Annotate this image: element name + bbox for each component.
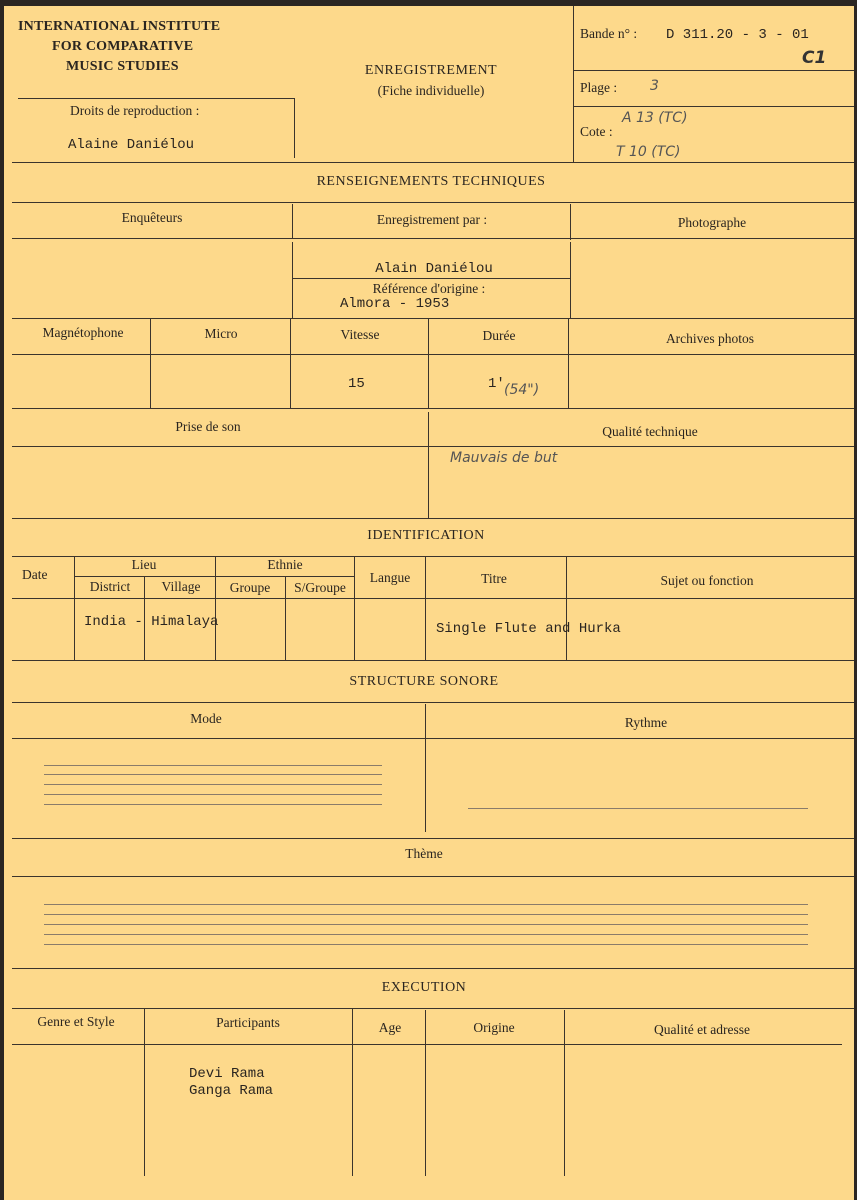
form-subtitle: (Fiche individuelle)	[377, 83, 485, 98]
divider	[570, 242, 571, 318]
prise-de-son-label: Prise de son	[175, 419, 241, 434]
mode-staff-line	[44, 804, 382, 805]
divider	[425, 1010, 426, 1176]
divider	[573, 70, 854, 71]
qualite-technique-value: Mauvais de but	[450, 450, 558, 466]
plage-value: 3	[650, 78, 659, 94]
divider	[144, 1008, 145, 1176]
divider	[573, 106, 854, 107]
cote-value-1: A 13 (TC)	[622, 110, 688, 126]
lieu-label: Lieu	[131, 557, 157, 572]
divider	[292, 204, 293, 238]
duree-value: 1'	[488, 376, 505, 392]
reference-label: Référence d'origine :	[372, 281, 486, 296]
divider	[12, 354, 854, 355]
divider	[150, 318, 151, 408]
bande-value: D 311.20 - 3 - 01	[666, 27, 809, 43]
divider	[12, 238, 854, 239]
genre-style-label: Genre et Style	[37, 1014, 115, 1029]
divider	[12, 876, 854, 877]
droits-label: Droits de reproduction :	[70, 103, 200, 118]
institute-name-line1: INTERNATIONAL INSTITUTE	[18, 19, 221, 34]
divider	[12, 1008, 854, 1009]
qualite-adresse-label: Qualité et adresse	[654, 1022, 750, 1037]
divider	[74, 576, 354, 577]
lieu-value: India - Himalaya	[84, 614, 219, 630]
form-title: ENREGISTREMENT	[364, 63, 498, 78]
theme-staff-line	[44, 914, 808, 915]
divider	[285, 576, 286, 660]
magnetophone-label: Magnétophone	[42, 325, 124, 340]
technique-section-title: RENSEIGNEMENTS TECHNIQUES	[316, 174, 546, 189]
sujet-label: Sujet ou fonction	[660, 573, 754, 588]
divider	[12, 838, 854, 839]
age-label: Age	[378, 1020, 402, 1035]
divider	[12, 1044, 842, 1045]
divider	[566, 556, 567, 660]
divider	[12, 598, 854, 599]
enqueteurs-label: Enquêteurs	[121, 210, 183, 225]
mode-staff-line	[44, 784, 382, 785]
titre-value: Single Flute and Hurka	[436, 621, 621, 637]
mode-staff-line	[44, 794, 382, 795]
divider	[74, 556, 75, 660]
theme-staff-line	[44, 934, 808, 935]
divider	[570, 204, 571, 240]
divider	[428, 412, 429, 518]
divider	[12, 738, 854, 739]
divider	[12, 702, 854, 703]
archives-photos-label: Archives photos	[665, 331, 755, 346]
record-card	[4, 6, 854, 1200]
divider	[425, 704, 426, 832]
divider	[292, 242, 293, 318]
enregistrement-par-value: Alain Daniélou	[375, 261, 493, 277]
duree-label: Durée	[482, 328, 516, 343]
bande-label: Bande n° :	[580, 26, 638, 41]
divider	[564, 1010, 565, 1176]
groupe-label: Groupe	[229, 580, 271, 595]
droits-value: Alaine Daniélou	[68, 137, 195, 153]
origine-label: Origine	[473, 1020, 515, 1035]
mode-staff-line	[44, 774, 382, 775]
participant-2: Ganga Rama	[189, 1083, 274, 1099]
divider	[425, 556, 426, 660]
enregistrement-par-label: Enregistrement par :	[376, 212, 488, 227]
divider	[354, 556, 355, 660]
participant-1: Devi Rama	[189, 1066, 265, 1082]
divider	[18, 98, 295, 99]
vitesse-value: 15	[348, 376, 365, 392]
divider	[292, 278, 570, 279]
divider	[12, 202, 854, 203]
divider	[12, 518, 854, 519]
micro-label: Micro	[204, 326, 238, 341]
divider	[12, 318, 854, 319]
cote-label: Cote :	[580, 124, 613, 139]
identification-section-title: IDENTIFICATION	[367, 528, 485, 543]
divider	[290, 318, 291, 408]
divider	[12, 408, 854, 409]
structure-section-title: STRUCTURE SONORE	[349, 674, 499, 689]
district-label: District	[89, 579, 131, 594]
rythme-label: Rythme	[624, 715, 668, 730]
theme-label: Thème	[405, 846, 443, 861]
divider	[352, 1008, 353, 1176]
mode-label: Mode	[190, 711, 222, 726]
theme-staff-line	[44, 944, 808, 945]
village-label: Village	[161, 579, 201, 594]
titre-label: Titre	[481, 571, 507, 586]
langue-label: Langue	[369, 570, 411, 585]
reference-value: Almora - 1953	[340, 296, 450, 312]
divider	[568, 318, 569, 408]
bande-note: C1	[802, 48, 827, 68]
photographe-label: Photographe	[677, 215, 747, 230]
divider	[428, 318, 429, 408]
divider	[12, 446, 854, 447]
institute-name-line2: FOR COMPARATIVE	[52, 39, 194, 54]
rythme-line	[468, 808, 808, 809]
date-label: Date	[22, 567, 48, 582]
divider	[12, 660, 854, 661]
divider	[294, 98, 295, 158]
execution-section-title: EXECUTION	[381, 980, 467, 995]
mode-staff-line	[44, 765, 382, 766]
participants-label: Participants	[216, 1015, 280, 1030]
ethnie-label: Ethnie	[267, 557, 303, 572]
theme-staff-line	[44, 924, 808, 925]
theme-staff-line	[44, 904, 808, 905]
divider	[573, 6, 574, 162]
cote-value-2: T 10 (TC)	[616, 144, 681, 160]
divider	[215, 556, 216, 660]
qualite-technique-label: Qualité technique	[602, 424, 698, 439]
divider	[12, 968, 854, 969]
plage-label: Plage :	[580, 80, 618, 95]
divider	[12, 162, 854, 163]
vitesse-label: Vitesse	[340, 327, 380, 342]
institute-name-line3: MUSIC STUDIES	[66, 59, 179, 74]
sous-groupe-label: S/Groupe	[294, 580, 346, 595]
duree-note: (54")	[504, 382, 540, 398]
